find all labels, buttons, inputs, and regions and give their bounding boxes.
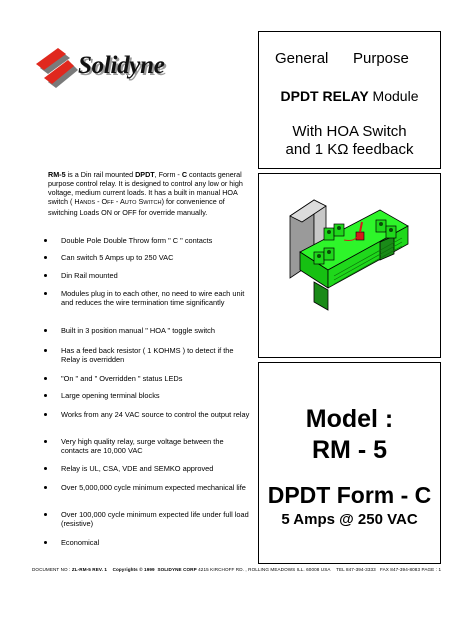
bullet-icon [44,329,47,332]
feature-text: Relay is UL, CSA, VDE and SEMKO approved [61,464,214,473]
copyright: Copyrights © 1999 [112,567,155,572]
bullet-icon [44,486,47,489]
module-text: Module [368,88,419,104]
feature-text: Large opening terminal blocks [61,391,160,400]
bullet-icon [44,377,47,380]
page-number: PAGE : 1 [421,567,442,572]
logo-mark-icon [34,46,78,92]
dpdt-relay-module-heading [258,88,441,104]
bullet-icon [44,349,47,352]
intro-ff: FF [107,200,114,207]
intro-h: H [74,197,80,207]
model-number: RM - 5 [312,436,387,464]
bullet-icon [44,394,47,397]
intro-text-3: contacts general purpose control relay. It is designed to control any low or high voltage, medium current loads. It has a built in manual HOA switch ( [48,170,243,207]
intro-a: A [119,197,125,207]
intro-text-5: ) for convenience of switching Loads ON or OFF for override manually. [48,197,225,218]
bullet-icon [44,541,47,544]
relay-module-illustration [284,192,412,320]
address: 4215 KIRCHOFF RD. , ROLLING MEADOWS ILL. 60008 USA [196,567,331,572]
feature-text: Has a feed back resistor ( 1 KOHMS ) to detect if the Relay is overridden [61,346,234,365]
rating-heading: 5 Amps @ 250 VAC [281,511,418,528]
telephone: TEL 847-394-3333 [336,567,376,572]
intro-ands: ANDS [79,200,96,207]
document-footer [32,567,456,572]
feedback-line: and 1 KΩ feedback [285,141,414,158]
doc-number: ZL-RM-5 REV. 1 [71,567,108,572]
intro-c: C [181,170,188,179]
doc-label: DOCUMENT NO : [32,567,72,572]
intro-uto: UTO [124,200,137,207]
feature-text: Can switch 5 Amps up to 250 VAC [61,253,174,262]
logo-wordmark: Solidyne [78,52,165,79]
form-heading: DPDT Form - C [267,482,432,508]
feature-text: Double Pole Double Throw form " C " contacts [61,236,213,245]
fax: FAX 847-394-8083 [379,567,421,572]
feature-text: Very high quality relay, surge voltage between the contacts are 10,000 VAC [61,437,224,456]
corp-name: SOLIDYNE CORP [157,567,197,572]
bullet-icon [44,513,47,516]
hoa-switch-line: With HOA Switch [292,123,407,140]
intro-dash-2: - [113,197,120,207]
intro-text-1: is a Din rail mounted [65,170,136,179]
purpose-word: Purpose [353,50,409,67]
intro-dash-1: - [95,197,102,207]
bullet-icon [44,413,47,416]
feature-text: Built in 3 position manual " HOA " toggle switch [61,326,215,335]
feature-text: Din Rail mounted [61,271,118,280]
feature-text: Over 100,000 cycle minimum expected life under full load (resistive) [61,510,249,529]
bullet-icon [44,239,47,242]
intro-s: S [138,197,144,207]
intro-o: O [101,197,108,207]
intro-witch: WITCH [143,200,162,207]
intro-text-2: , Form - [154,170,182,179]
solidyne-logo [34,46,204,96]
feature-text: Over 5,000,000 cycle minimum expected mechanical life [61,483,246,492]
feature-text: Modules plug in to each other, no need to wire each unit and reduces the wire termination time significantly [61,289,245,308]
bullet-icon [44,292,47,295]
general-word: General [275,50,329,67]
feature-text: Economical [61,538,100,547]
model-ref: RM-5 [48,170,66,179]
model-label: Model : [305,405,394,433]
product-description [48,170,250,217]
bullet-icon [44,274,47,277]
feature-text: "On " and " Overridden " status LEDs [61,374,183,383]
bullet-icon [44,440,47,443]
intro-dpdt: DPDT [135,170,155,179]
bullet-icon [44,467,47,470]
feature-text: Works from any 24 VAC source to control the output relay [61,410,250,419]
bullet-icon [44,256,47,259]
dpdt-relay-text: DPDT RELAY [280,88,369,104]
